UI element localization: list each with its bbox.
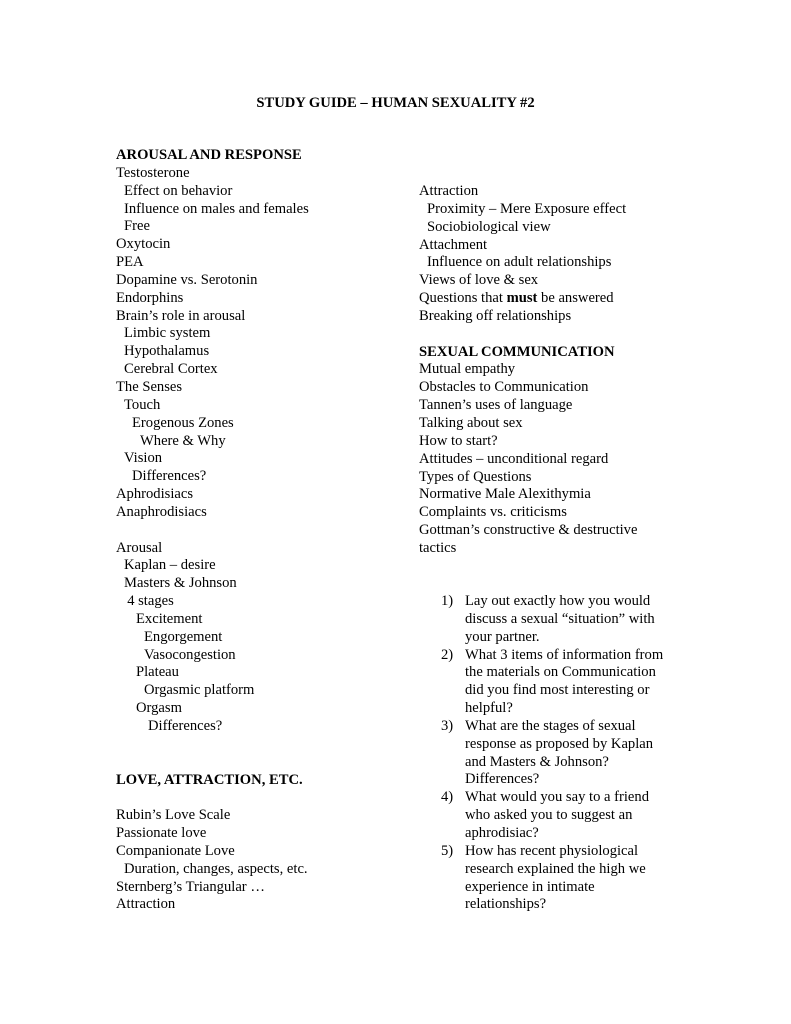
- outline-item: Free: [124, 218, 150, 235]
- question-item: [419, 789, 699, 843]
- outline-item: Where & Why: [140, 432, 226, 449]
- outline-item: Touch: [124, 396, 161, 413]
- outline-item: Duration, changes, aspects, etc.: [124, 860, 308, 877]
- outline-item: Normative Male Alexithymia: [419, 486, 591, 503]
- outline-item: tactics: [419, 539, 457, 556]
- outline-item: Rubin’s Love Scale: [116, 807, 231, 824]
- outline-item: Limbic system: [124, 325, 211, 342]
- blank-line: [116, 522, 406, 540]
- outline-item: Engorgement: [144, 628, 223, 645]
- outline-item: Mutual empathy: [419, 361, 516, 378]
- outline-item: Vision: [124, 450, 163, 467]
- question-number-text: 1): [441, 593, 454, 609]
- outline-item: The Senses: [116, 378, 183, 395]
- question-number-text: 3): [441, 717, 454, 734]
- question-text: What would you say to a friend who asked you to suggest an aphrodisiac?: [465, 789, 649, 841]
- outline-item: Arousal: [116, 539, 163, 556]
- question-number-text: 5): [441, 842, 454, 859]
- question-item: [419, 593, 699, 647]
- outline-item: Effect on behavior: [124, 182, 233, 199]
- outline-item: Oxytocin: [116, 236, 171, 253]
- outline-item: PEA: [116, 254, 144, 271]
- outline-item: Sternberg’s Triangular …: [116, 878, 265, 895]
- outline-item: Cerebral Cortex: [124, 361, 218, 378]
- question-text: How has recent physiological research explained the high we experience in intimate relationships?: [465, 842, 646, 913]
- outline-item: Tannen’s uses of language: [419, 397, 573, 414]
- outline-item: Dopamine vs. Serotonin: [116, 271, 258, 288]
- outline-item: How to start?: [419, 432, 498, 449]
- outline-item: Excitement: [136, 610, 203, 627]
- outline-item: Orgasm: [136, 700, 182, 717]
- left-column: [116, 147, 406, 914]
- question-item: [419, 718, 699, 789]
- question-number-text: 4): [441, 789, 454, 806]
- question-number: [419, 647, 465, 718]
- outline-item: Vasocongestion: [144, 646, 236, 663]
- outline-item: Attitudes – unconditional regard: [419, 450, 609, 467]
- outline-item: Brain’s role in arousal: [116, 307, 246, 324]
- outline-item: Types of Questions: [419, 468, 532, 485]
- outline-item: Attraction: [419, 183, 479, 199]
- outline-item: Passionate love: [116, 825, 207, 842]
- outline-item: Orgasmic platform: [144, 682, 255, 699]
- question-number: [419, 789, 465, 843]
- blank-line: [419, 326, 719, 344]
- outline-item: Endorphins: [116, 289, 184, 306]
- outline-item: Kaplan – desire: [124, 557, 216, 574]
- outline-item: Hypothalamus: [124, 343, 210, 360]
- outline-item: Companionate Love: [116, 842, 235, 859]
- outline-item: Obstacles to Communication: [419, 379, 589, 396]
- outline-item: Testosterone: [116, 164, 190, 181]
- outline-text: Questions that: [419, 290, 507, 307]
- section-heading: AROUSAL AND RESPONSE: [116, 147, 302, 163]
- question-number: [419, 718, 465, 789]
- outline-item: Gottman’s constructive & destructive: [419, 522, 638, 539]
- outline-item: Anaphrodisiacs: [116, 503, 207, 520]
- question-number: [419, 843, 465, 914]
- right-column: [419, 183, 719, 558]
- section-heading: SEXUAL COMMUNICATION: [419, 343, 615, 360]
- question-number: [419, 593, 465, 647]
- question-item: [419, 843, 699, 914]
- outline-item: Sociobiological view: [427, 218, 551, 235]
- question-text: Lay out exactly how you would discuss a sexual “situation” with your partner.: [465, 593, 655, 645]
- outline-item: Influence on males and females: [124, 200, 309, 217]
- outline-item: Erogenous Zones: [132, 414, 234, 431]
- outline-item: Differences?: [148, 718, 223, 734]
- outline-item: 4 stages: [127, 593, 174, 610]
- outline-item: Attraction: [116, 896, 176, 913]
- question-text: What are the stages of sexual response as proposed by Kaplan and Masters & Johnson? Differences?: [465, 717, 654, 788]
- outline-item: Masters & Johnson: [124, 575, 237, 592]
- outline-item: Influence on adult relationships: [427, 254, 612, 271]
- outline-item: [419, 290, 719, 308]
- blank-line: [116, 736, 406, 772]
- outline-item: Proximity – Mere Exposure effect: [427, 200, 627, 217]
- question-list: [419, 593, 699, 914]
- section-heading: LOVE, ATTRACTION, ETC.: [116, 771, 303, 788]
- outline-item: Complaints vs. criticisms: [419, 504, 567, 521]
- outline-item: Differences?: [132, 468, 207, 485]
- outline-item: Plateau: [136, 664, 179, 681]
- question-item: [419, 647, 699, 718]
- outline-item: Breaking off relationships: [419, 307, 572, 324]
- outline-item: Views of love & sex: [419, 272, 539, 289]
- outline-text: be answered: [537, 290, 614, 307]
- page-title: STUDY GUIDE – HUMAN SEXUALITY #2: [256, 95, 535, 111]
- blank-line: [116, 789, 406, 807]
- outline-item: Attachment: [419, 236, 488, 253]
- outline-item: Aphrodisiacs: [116, 486, 194, 503]
- emphasis: must: [506, 290, 538, 307]
- question-text: What 3 items of information from the materials on Communication did you find most interesting or helpful?: [465, 646, 664, 717]
- outline-item: Talking about sex: [419, 414, 523, 431]
- question-number-text: 2): [441, 646, 454, 663]
